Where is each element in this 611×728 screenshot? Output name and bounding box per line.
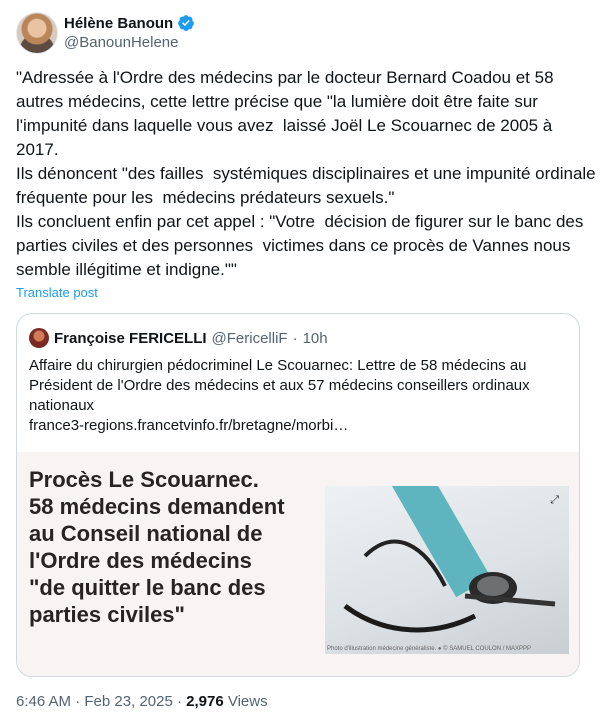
quoted-author-name[interactable]: Françoise FERICELLI — [54, 329, 207, 347]
link-card-image[interactable] — [17, 452, 579, 676]
post-date[interactable]: Feb 23, 2025 — [84, 693, 173, 710]
views-label: Views — [227, 693, 268, 710]
post-time[interactable]: 6:46 AM — [16, 693, 72, 710]
separator-dot: · — [75, 693, 81, 710]
photo-caption: Photo d'illustration médecine généraliste. ● © SAMUEL COULON / MAXPPP — [327, 646, 532, 652]
quoted-author-avatar[interactable] — [29, 328, 49, 348]
quoted-post-header — [29, 328, 328, 348]
author-handle[interactable]: @BanounHelene — [64, 34, 179, 51]
card-headline: Procès Le Scouarnec. 58 médecins demandent au Conseil national de l'Ordre des médecins "de quitter le banc des parties civiles" — [29, 467, 285, 627]
separator-dot: · — [176, 693, 182, 710]
tweet-header — [16, 12, 596, 56]
quoted-post[interactable] — [16, 313, 580, 677]
tweet-text: "Adressée à l'Ordre des médecins par le docteur Bernard Coadou et 58 autres médecins, cette lettre précise que "la lumière doit être faite sur l'impunité dans laquelle vous avez laissé Joël Le Scouarnec de 2005 à 2017. Ils dénoncent "des failles systémiques disciplinaires et une impunité ordinale fréquente pour les médecins prédateurs sexuels." Ils concluent enfin par cet appel : "Votre décision de figurer sur le banc des parties civiles et des personnes victimes dans ce procès de Vannes nous semble illégitime et indigne."" — [16, 68, 596, 279]
quoted-author-handle[interactable]: @FericelliF — [211, 329, 288, 347]
author-display-name[interactable]: Hélène Banoun — [64, 14, 174, 32]
separator-dot: · — [292, 329, 298, 347]
post-meta — [16, 693, 268, 710]
expand-icon[interactable]: ⤢ — [550, 494, 559, 506]
views-count: 2,976 — [186, 693, 224, 710]
author-name-row — [64, 14, 195, 32]
quoted-post-text: Affaire du chirurgien pédocriminel Le Scouarnec: Lettre de 58 médecins au Président de l'Ordre des médecins et aux 57 médecins conseillers ordinaux nationaux france3-regions.francetvinfo.fr/bretagne/morbi… — [29, 357, 530, 434]
stethoscope-illustration — [325, 486, 569, 654]
translate-post-link[interactable]: Translate post — [16, 285, 98, 300]
verified-badge-icon — [177, 14, 195, 32]
quoted-post-time[interactable]: 10h — [302, 329, 328, 347]
stethoscope-photo — [325, 486, 569, 654]
author-avatar[interactable] — [16, 12, 58, 54]
